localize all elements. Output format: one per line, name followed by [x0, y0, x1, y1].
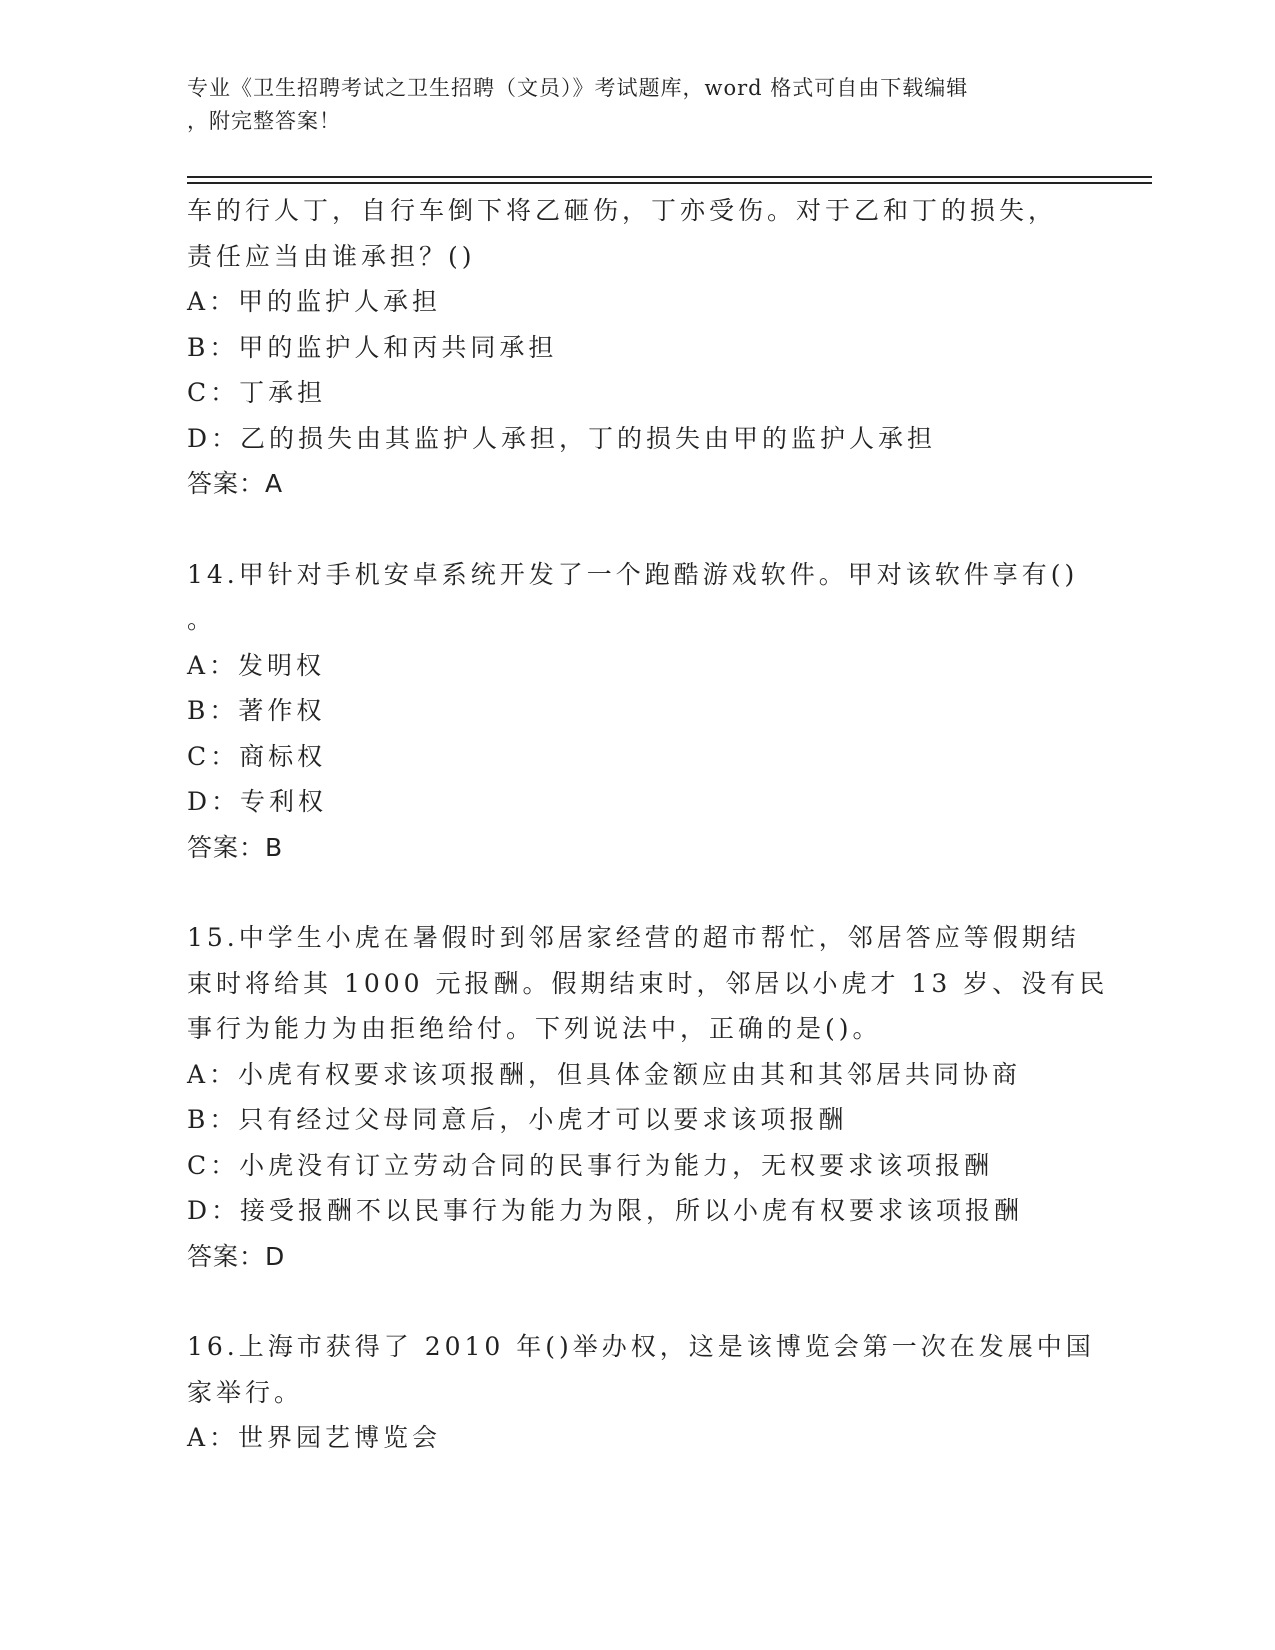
option-b: B：著作权: [187, 696, 326, 725]
answer: 答案：A: [187, 469, 284, 498]
question-stem-line: 车的行人丁，自行车倒下将乙砸伤，丁亦受伤。对于乙和丁的损失，: [187, 196, 1058, 225]
option-b: B：甲的监护人和丙共同承担: [187, 332, 558, 362]
option-a: A：发明权: [187, 650, 326, 680]
option-c: C：小虎没有订立劳动合同的民事行为能力，无权要求该项报酬: [187, 1150, 994, 1180]
question-stem-line: 事行为能力为由拒绝给付。下列说法中，正确的是()。: [187, 1014, 882, 1043]
option-b: B：只有经过父母同意后，小虎才可以要求该项报酬: [187, 1105, 848, 1134]
document-header: [187, 72, 1067, 138]
header-line-1: 专业《卫生招聘考试之卫生招聘（文员）》考试题库，word 格式可自由下载编辑: [187, 76, 969, 100]
question-stem-line: 。: [187, 605, 217, 634]
question-13: [187, 188, 1087, 507]
question-14: [187, 552, 1087, 871]
question-16: [187, 1324, 1095, 1461]
question-stem-line: 16.上海市获得了 2010 年()举办权，这是该博览会第一次在发展中国: [187, 1332, 1095, 1361]
question-15: [187, 915, 1109, 1279]
question-spacer: [187, 1279, 1087, 1324]
answer: 答案：D: [187, 1241, 286, 1271]
option-a: A：世界园艺博览会: [187, 1423, 442, 1452]
option-c: C：丁承担: [187, 378, 327, 407]
question-spacer: [187, 870, 1087, 915]
question-stem-line: 15.中学生小虎在暑假时到邻居家经营的超市帮忙，邻居答应等假期结: [187, 923, 1080, 952]
header-divider-bottom: [187, 182, 1152, 184]
question-stem-line: 14.甲针对手机安卓系统开发了一个跑酷游戏软件。甲对该软件享有(): [187, 559, 1079, 589]
option-a: A：甲的监护人承担: [187, 287, 442, 316]
question-stem-line: 家举行。: [187, 1377, 304, 1407]
question-stem-line: 责任应当由谁承担？(): [187, 241, 476, 271]
answer: 答案：B: [187, 832, 284, 862]
question-stem-line: 束时将给其 1000 元报酬。假期结束时，邻居以小虎才 13 岁、没有民: [187, 968, 1109, 998]
question-list: [187, 188, 1109, 1461]
option-d: D：接受报酬不以民事行为能力为限，所以小虎有权要求该项报酬: [187, 1196, 1024, 1225]
option-d: D：乙的损失由其监护人承担，丁的损失由甲的监护人承担: [187, 423, 937, 453]
option-c: C：商标权: [187, 741, 327, 771]
header-divider-top: [187, 176, 1152, 178]
header-line-2: ，附完整答案！: [187, 109, 341, 133]
question-spacer: [187, 507, 1087, 552]
option-a: A：小虎有权要求该项报酬，但具体金额应由其和其邻居共同协商: [187, 1059, 1022, 1089]
option-d: D：专利权: [187, 787, 328, 816]
